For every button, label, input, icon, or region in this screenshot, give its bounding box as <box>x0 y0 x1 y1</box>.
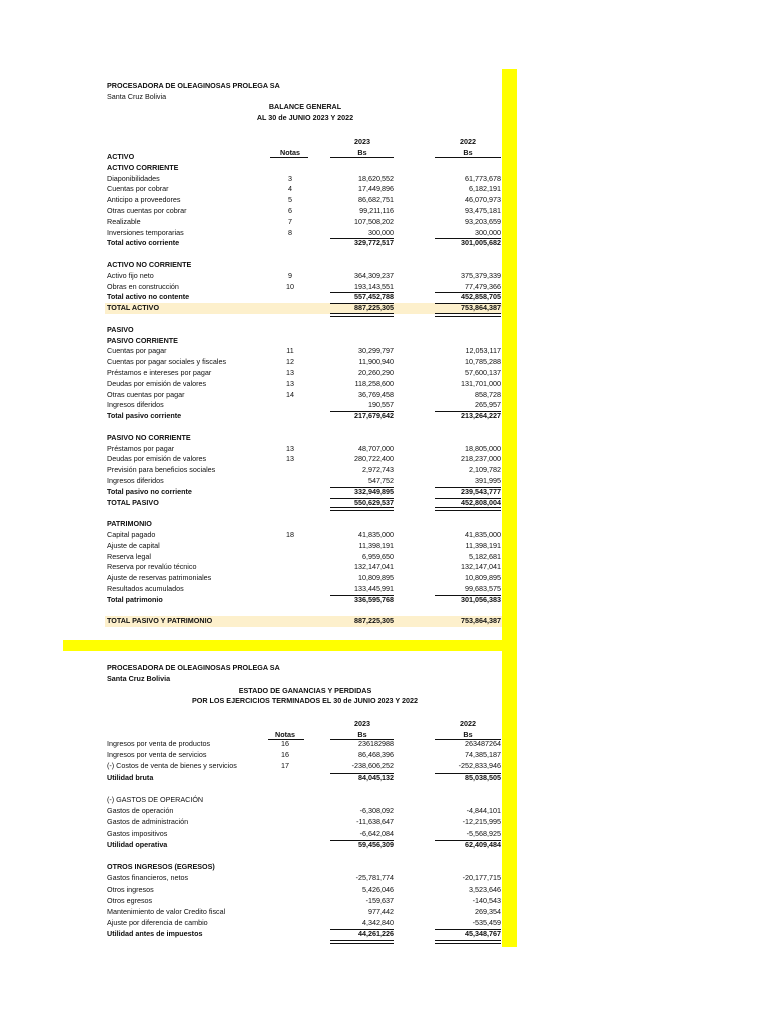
value-2022: -252,833,946 <box>458 761 501 771</box>
table-row <box>105 346 502 357</box>
row-label: Ajuste por diferencia de cambio <box>107 918 208 928</box>
row-label: Gastos impositivos <box>107 828 168 838</box>
value-2022: 5,182,681 <box>469 551 501 561</box>
table-row <box>105 519 502 530</box>
row-label: Otros ingresos <box>107 884 154 894</box>
row-label: Total activo no contente <box>107 292 190 302</box>
table-row <box>105 795 502 806</box>
income-location: Santa Cruz Bolivia <box>107 674 171 683</box>
value-2022: 753,864,387 <box>461 303 501 313</box>
value-2023: 30,299,797 <box>358 346 394 356</box>
row-label: Inversiones temporarias <box>107 227 184 237</box>
value-2022: -20,177,715 <box>462 873 501 883</box>
balance-location: Santa Cruz Bolivia <box>107 92 167 101</box>
table-row <box>105 217 502 228</box>
value-2022: 265,957 <box>475 400 501 410</box>
value-2022: -140,543 <box>472 895 501 905</box>
row-note: 9 <box>288 270 292 280</box>
value-2023: 86,468,396 <box>358 750 394 760</box>
double-underline <box>330 507 394 511</box>
table-row <box>105 750 502 761</box>
row-label: Deudas por emisión de valores <box>107 454 207 464</box>
row-label: Mantenimiento de valor Credito fiscal <box>107 907 226 916</box>
value-2022: 45,348,767 <box>465 929 501 939</box>
table-row <box>105 907 502 918</box>
row-note: 16 <box>281 739 289 748</box>
value-2023: 11,398,191 <box>358 540 394 550</box>
row-label: Previsión para beneficios sociales <box>107 465 216 475</box>
balance-currency-2022: Bs <box>463 148 473 157</box>
row-label: Cuentas por cobrar <box>107 184 169 194</box>
table-row <box>105 184 502 195</box>
total-underline <box>330 498 394 499</box>
value-2023: 557,452,788 <box>354 292 394 302</box>
row-note: 18 <box>286 530 294 539</box>
value-2022: 218,237,000 <box>461 454 501 464</box>
row-note: 5 <box>288 195 292 205</box>
row-note: 13 <box>286 443 294 453</box>
table-row <box>105 584 502 595</box>
table-row <box>105 562 502 573</box>
row-label: TOTAL ACTIVO <box>107 303 160 313</box>
value-2023: 41,835,000 <box>358 530 394 539</box>
row-note: 10 <box>286 281 294 291</box>
value-2023: 132,147,041 <box>354 562 394 572</box>
value-2023: -159,637 <box>365 895 394 905</box>
table-row <box>105 271 502 282</box>
total-underline <box>435 487 501 488</box>
double-underline <box>330 940 394 944</box>
value-2023: 17,449,896 <box>358 184 394 194</box>
total-underline <box>330 773 394 774</box>
row-label: Total activo corriente <box>107 238 180 248</box>
row-label: Gastos de operación <box>107 806 174 816</box>
table-row <box>105 773 502 784</box>
value-2023: 300,000 <box>368 227 394 237</box>
row-label: Préstamos e intereses por pagar <box>107 368 212 377</box>
value-2023: 99,211,116 <box>359 206 394 215</box>
total-underline <box>435 595 501 596</box>
value-2023: 332,949,895 <box>354 486 394 496</box>
value-2022: 61,773,678 <box>465 173 501 183</box>
value-2023: 84,045,132 <box>358 772 394 782</box>
row-note: 16 <box>281 750 289 760</box>
value-2022: 85,038,505 <box>465 772 501 782</box>
value-2023: 48,707,000 <box>358 443 394 453</box>
value-2023: -6,642,084 <box>359 828 394 838</box>
table-row <box>105 829 502 840</box>
value-2022: 10,809,895 <box>465 573 501 583</box>
row-label: Ajuste de reservas patrimoniales <box>107 573 212 583</box>
balance-notes-header: Notas <box>280 148 300 157</box>
row-note: 7 <box>288 216 292 226</box>
value-2023: 364,309,237 <box>354 270 394 280</box>
total-underline <box>330 303 394 304</box>
total-underline <box>330 238 394 239</box>
value-2023: 44,261,226 <box>358 929 394 939</box>
value-2023: 887,225,305 <box>354 303 394 313</box>
table-row <box>105 336 502 347</box>
total-underline <box>330 595 394 596</box>
double-underline <box>435 507 501 511</box>
yellow-row-highlight <box>63 640 517 651</box>
row-label: Otros egresos <box>107 895 153 905</box>
row-note: 13 <box>286 454 294 464</box>
total-underline <box>435 840 501 841</box>
table-row <box>105 400 502 411</box>
table-row <box>105 411 502 422</box>
value-2022: 858,728 <box>475 389 501 399</box>
table-row <box>105 152 502 163</box>
row-note: 17 <box>281 761 289 771</box>
value-2022: 6,182,191 <box>469 184 501 194</box>
table-row <box>105 573 502 584</box>
row-note: 12 <box>286 357 294 367</box>
balance-title: BALANCE GENERAL <box>268 102 342 111</box>
balance-currency-2023: Bs <box>357 148 367 157</box>
row-label: Ingresos por venta de productos <box>107 739 211 748</box>
table-row <box>105 206 502 217</box>
total-underline <box>330 487 394 488</box>
total-underline <box>435 303 501 304</box>
row-label: OTROS INGRESOS (EGRESOS) <box>107 862 215 872</box>
value-2023: 6,959,650 <box>362 551 394 561</box>
table-row <box>105 929 502 940</box>
row-label: ACTIVO CORRIENTE <box>107 162 179 172</box>
row-label: Ingresos diferidos <box>107 400 164 410</box>
row-note: 14 <box>286 389 294 399</box>
table-row <box>105 228 502 239</box>
row-label: Anticipo a proveedores <box>107 195 181 205</box>
balance-year-2023: 2023 <box>354 137 370 146</box>
value-2023: 5,426,046 <box>362 884 394 894</box>
value-2023: 2,972,743 <box>362 465 394 475</box>
income-title: ESTADO DE GANANCIAS Y PERDIDAS <box>238 686 372 695</box>
value-2023: 59,456,309 <box>358 839 394 849</box>
value-2023: 86,682,751 <box>358 195 394 205</box>
table-row <box>105 616 502 627</box>
row-label: Otras cuentas por cobrar <box>107 206 187 215</box>
value-2022: 391,995 <box>475 476 501 485</box>
value-2022: 301,005,682 <box>461 238 501 248</box>
total-underline <box>435 773 501 774</box>
income-year-2022: 2022 <box>460 719 476 728</box>
row-label: Cuentas por pagar <box>107 346 167 356</box>
row-label: PASIVO <box>107 324 134 334</box>
total-underline <box>435 238 501 239</box>
value-2022: 18,805,000 <box>465 443 501 453</box>
row-label: Gastos de administración <box>107 817 189 827</box>
table-row <box>105 739 502 750</box>
value-2023: 190,557 <box>368 400 394 410</box>
row-label: Reserva legal <box>107 551 151 561</box>
table-row <box>105 357 502 368</box>
row-label: Ingresos diferidos <box>107 476 164 485</box>
value-2022: 269,354 <box>475 907 501 916</box>
row-label: ACTIVO <box>107 152 135 161</box>
value-2023: -6,308,092 <box>359 806 394 816</box>
value-2022: 300,000 <box>475 227 501 237</box>
value-2023: 547,752 <box>368 476 394 485</box>
total-underline <box>330 411 394 412</box>
table-row <box>105 433 502 444</box>
value-2023: 20,260,290 <box>358 368 394 377</box>
value-2022: -12,215,995 <box>462 817 501 827</box>
value-2022: 452,808,004 <box>461 497 501 507</box>
value-2023: 107,508,202 <box>354 216 394 226</box>
table-row <box>105 368 502 379</box>
row-label: Total patrimonio <box>107 594 163 604</box>
value-2022: 2,109,782 <box>469 465 501 475</box>
row-label: (-) Costos de venta de bienes y servicios <box>107 761 237 771</box>
value-2022: 753,864,387 <box>461 616 501 626</box>
value-2022: 263487264 <box>465 739 501 748</box>
row-label: Capital pagado <box>107 530 156 539</box>
row-label: Utilidad antes de impuestos <box>107 929 203 939</box>
table-row <box>105 476 502 487</box>
value-2023: -25,781,774 <box>355 873 394 883</box>
value-2022: -4,844,101 <box>466 806 501 816</box>
table-row <box>105 292 502 303</box>
value-2022: 99,683,575 <box>465 584 501 593</box>
table-row <box>105 862 502 873</box>
table-row <box>105 873 502 884</box>
value-2023: 550,629,537 <box>354 497 394 507</box>
row-label: Préstamos por pagar <box>107 443 175 453</box>
table-row <box>105 885 502 896</box>
value-2022: -535,459 <box>472 918 501 928</box>
value-2022: -5,568,925 <box>466 828 501 838</box>
value-2022: 74,385,187 <box>465 750 501 760</box>
value-2023: 280,722,400 <box>354 454 394 464</box>
table-row <box>105 174 502 185</box>
row-label: Utilidad operativa <box>107 839 168 849</box>
income-company-name: PROCESADORA DE OLEAGINOSAS PROLEGA SA <box>107 663 280 672</box>
double-underline <box>330 313 394 317</box>
table-row <box>105 761 502 772</box>
table-row <box>105 541 502 552</box>
row-note: 3 <box>288 173 292 183</box>
value-2023: 336,595,768 <box>354 594 394 604</box>
table-row <box>105 163 502 174</box>
total-underline <box>330 292 394 293</box>
value-2022: 10,785,288 <box>465 357 501 367</box>
table-row <box>105 896 502 907</box>
double-underline <box>435 940 501 944</box>
value-2022: 213,264,227 <box>461 411 501 421</box>
table-row <box>105 552 502 563</box>
table-row <box>105 260 502 271</box>
row-label: Ingresos por venta de servicios <box>107 750 207 760</box>
table-row <box>105 325 502 336</box>
total-underline <box>330 840 394 841</box>
total-underline <box>435 411 501 412</box>
value-2023: 329,772,517 <box>354 238 394 248</box>
table-row <box>105 390 502 401</box>
row-label: Obras en construcción <box>107 281 179 291</box>
value-2023: 10,809,895 <box>358 573 394 583</box>
row-note: 6 <box>288 206 292 215</box>
row-label: Diaponibilidades <box>107 173 160 183</box>
value-2022: 301,056,383 <box>461 594 501 604</box>
table-row <box>105 238 502 249</box>
table-row <box>105 465 502 476</box>
row-label: PATRIMONIO <box>107 519 152 529</box>
value-2023: 36,769,458 <box>358 389 394 399</box>
value-2023: 133,445,991 <box>354 584 394 593</box>
table-row <box>105 195 502 206</box>
income-subtitle: POR LOS EJERCICIOS TERMINADOS EL 30 de JUNIO 2023 Y 2022 <box>191 696 419 705</box>
row-note: 13 <box>286 368 294 377</box>
row-label: Otras cuentas por pagar <box>107 389 185 399</box>
value-2022: 3,523,646 <box>469 884 501 894</box>
value-2023: -238,606,252 <box>351 761 394 771</box>
table-row <box>105 282 502 293</box>
table-row <box>105 379 502 390</box>
row-note: 8 <box>288 227 292 237</box>
value-2022: 41,835,000 <box>465 530 501 539</box>
value-2023: 18,620,552 <box>358 173 394 183</box>
value-2023: -11,638,647 <box>356 817 394 827</box>
value-2022: 11,398,191 <box>465 540 501 550</box>
row-label: ACTIVO NO CORRIENTE <box>107 260 192 269</box>
row-label: Activo fijo neto <box>107 270 154 280</box>
value-2022: 77,479,366 <box>465 281 501 291</box>
total-underline <box>330 929 394 930</box>
row-label: Resultados acumulados <box>107 584 184 593</box>
row-label: Cuentas por pagar sociales y fiscales <box>107 357 227 367</box>
income-currency-2022: Bs <box>463 730 473 739</box>
table-row <box>105 806 502 817</box>
row-label: Ajuste de capital <box>107 540 160 550</box>
row-label: Utilidad bruta <box>107 772 154 782</box>
table-row <box>105 530 502 541</box>
row-note: 11 <box>286 346 294 356</box>
value-2022: 239,543,777 <box>461 486 501 496</box>
table-row <box>105 444 502 455</box>
table-row <box>105 817 502 828</box>
value-2022: 131,701,000 <box>461 378 501 388</box>
table-row <box>105 487 502 498</box>
value-2023: 11,900,940 <box>358 357 394 367</box>
double-underline <box>435 313 501 317</box>
total-underline <box>435 498 501 499</box>
table-row <box>105 595 502 606</box>
balance-year-2022: 2022 <box>460 137 476 146</box>
row-label: Realizable <box>107 216 141 226</box>
table-row <box>105 454 502 465</box>
value-2022: 93,203,659 <box>465 216 501 226</box>
balance-subtitle: AL 30 de JUNIO 2023 Y 2022 <box>256 113 354 122</box>
value-2022: 375,379,339 <box>461 270 501 280</box>
row-label: (-) GASTOS DE OPERACIÓN <box>107 795 204 804</box>
value-2023: 977,442 <box>368 907 394 916</box>
value-2022: 452,858,705 <box>461 292 501 302</box>
table-row <box>105 918 502 929</box>
income-currency-2023: Bs <box>357 730 367 739</box>
row-label: Total pasivo no corriente <box>107 486 192 496</box>
row-label: TOTAL PASIVO <box>107 497 159 507</box>
value-2023: 118,258,600 <box>354 378 394 388</box>
total-underline <box>435 292 501 293</box>
value-2022: 46,070,973 <box>465 195 501 205</box>
value-2023: 193,143,551 <box>354 281 394 291</box>
row-label: Total pasivo corriente <box>107 411 182 421</box>
yellow-column-highlight <box>502 69 517 947</box>
value-2022: 57,600,137 <box>465 368 501 377</box>
value-2023: 4,342,840 <box>362 918 394 928</box>
value-2022: 62,409,484 <box>465 839 501 849</box>
value-2023: 217,679,642 <box>354 411 394 421</box>
row-label: Reserva por revalúo técnico <box>107 562 197 572</box>
income-notes-header: Notas <box>275 730 295 739</box>
income-year-2023: 2023 <box>354 719 370 728</box>
total-underline <box>435 929 501 930</box>
value-2022: 93,475,181 <box>465 206 501 215</box>
balance-company-name: PROCESADORA DE OLEAGINOSAS PROLEGA SA <box>107 81 280 90</box>
row-label: Gastos financieros, netos <box>107 873 189 883</box>
row-note: 4 <box>288 184 292 194</box>
row-label: PASIVO NO CORRIENTE <box>107 432 191 442</box>
table-row <box>105 840 502 851</box>
value-2022: 12,053,117 <box>465 346 501 356</box>
value-2022: 132,147,041 <box>461 562 501 572</box>
row-label: PASIVO CORRIENTE <box>107 335 178 345</box>
row-label: TOTAL PASIVO Y PATRIMONIO <box>107 616 213 626</box>
value-2023: 887,225,305 <box>354 616 394 626</box>
value-2023: 236182988 <box>358 739 394 748</box>
row-label: Deudas por emisión de valores <box>107 378 207 388</box>
row-note: 13 <box>286 378 294 388</box>
